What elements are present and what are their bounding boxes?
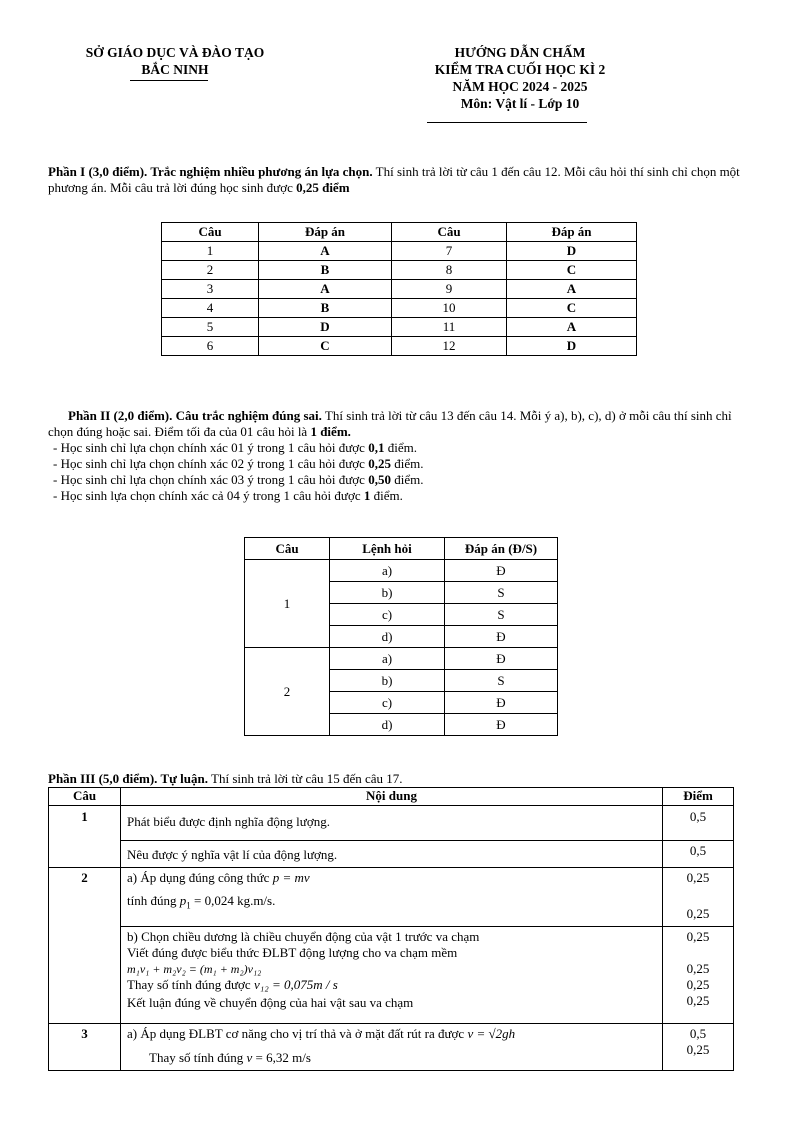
answer-cell: Đ bbox=[445, 560, 558, 582]
answer-cell: A bbox=[507, 280, 637, 299]
table-row bbox=[162, 280, 637, 299]
rule-text: điểm. bbox=[384, 440, 417, 455]
table-row bbox=[49, 868, 734, 927]
cmd-cell: b) bbox=[330, 670, 445, 692]
part2-title: Phần II (2,0 điểm). Câu trắc nghiệm đúng sai. bbox=[68, 408, 322, 423]
score-cell bbox=[663, 927, 734, 1024]
table-row bbox=[49, 1024, 734, 1071]
table-row bbox=[49, 841, 734, 868]
content-cell bbox=[121, 1024, 663, 1071]
part3-intro bbox=[48, 771, 753, 787]
part2-text: Thí sinh trả lời từ câu 13 đến câu 14. Mỗi ý a), b), c), d) ở mỗi câu thí sinh chỉ chọn đúng hoặc sai. Điểm tối đa của 01 câu hỏi là bbox=[48, 408, 732, 439]
score-value: 0,5 bbox=[689, 1026, 707, 1041]
table-row bbox=[245, 648, 558, 670]
question-number: 7 bbox=[392, 242, 507, 261]
content-text: b) Chọn chiều dương là chiều chuyển động của vật 1 trước va chạm bbox=[127, 929, 480, 944]
part1-text: Thí sinh trả lời từ câu 1 đến câu 12. Mỗi câu hỏi thí sinh chỉ chọn một phương án. Mỗi câu trả lời đúng học sinh được bbox=[48, 164, 740, 195]
part1-title: Phần I (3,0 điểm). Trắc nghiệm nhiều phương án lựa chọn. bbox=[48, 164, 373, 179]
answer-cell: Đ bbox=[445, 648, 558, 670]
question-number: 1 bbox=[49, 806, 121, 868]
formula: v₁₂ = 0,075m / s bbox=[253, 977, 338, 992]
answer-cell: Đ bbox=[445, 714, 558, 736]
table-row bbox=[245, 560, 558, 582]
title-line3: NĂM HỌC 2024 - 2025 bbox=[452, 79, 588, 94]
question-number: 3 bbox=[162, 280, 259, 299]
table-row bbox=[162, 242, 637, 261]
content-cell bbox=[121, 927, 663, 1024]
question-number: 5 bbox=[162, 318, 259, 337]
answer-cell: A bbox=[259, 280, 392, 299]
rule-text: điểm. bbox=[370, 488, 403, 503]
score-cell bbox=[663, 1024, 734, 1071]
answer-cell: D bbox=[507, 242, 637, 261]
scoring-rule bbox=[53, 456, 758, 472]
question-number: 1 bbox=[162, 242, 259, 261]
rule-text: - Học sinh chỉ lựa chọn chính xác 02 ý trong 1 câu hỏi được bbox=[53, 456, 369, 471]
formula: v = √2gh bbox=[467, 1026, 516, 1041]
answer-cell: A bbox=[507, 318, 637, 337]
rule-text: - Học sinh lựa chọn chính xác cả 04 ý trong 1 câu hỏi được bbox=[53, 488, 364, 503]
dept-line2: BẮC NINH bbox=[141, 62, 209, 77]
answer-cell: C bbox=[259, 337, 392, 356]
table-row bbox=[162, 261, 637, 280]
part3-title: Phần III (5,0 điểm). Tự luận. bbox=[48, 771, 208, 786]
part1-intro bbox=[48, 164, 753, 196]
answer-cell: D bbox=[507, 337, 637, 356]
title-line1: HƯỚNG DẪN CHẤM bbox=[454, 45, 586, 60]
rule-text: điểm. bbox=[390, 456, 424, 471]
content-text: = 0,024 kg.m/s. bbox=[190, 893, 276, 908]
col-header-q: Câu bbox=[392, 223, 507, 242]
question-number: 11 bbox=[392, 318, 507, 337]
doc-title bbox=[390, 44, 650, 112]
cmd-cell: a) bbox=[330, 560, 445, 582]
scoring-rule bbox=[53, 488, 758, 504]
question-number: 2 bbox=[49, 868, 121, 1024]
score-value: 0,25 bbox=[686, 977, 710, 992]
rule-text: 1 bbox=[363, 488, 371, 503]
col-header-q: Câu bbox=[162, 223, 259, 242]
formula: p = mv bbox=[272, 870, 310, 885]
answer-cell: A bbox=[259, 242, 392, 261]
content-text: = 6,32 m/s bbox=[252, 1050, 311, 1065]
score-value: 0,25 bbox=[686, 961, 710, 976]
answer-cell: Đ bbox=[445, 692, 558, 714]
question-number: 2 bbox=[245, 648, 330, 736]
answer-cell: C bbox=[507, 261, 637, 280]
part2-intro bbox=[48, 408, 758, 504]
answer-cell: B bbox=[259, 261, 392, 280]
table-row bbox=[49, 927, 734, 1024]
question-number: 2 bbox=[162, 261, 259, 280]
content-text: Thay số tính đúng bbox=[149, 1050, 247, 1065]
col-header-ans: Đáp án (Đ/S) bbox=[445, 538, 558, 560]
cmd-cell: c) bbox=[330, 692, 445, 714]
score-cell: 0,5 bbox=[663, 806, 734, 841]
variable: v bbox=[246, 1050, 253, 1065]
content-text: Kết luận đúng về chuyển động của hai vật sau va chạm bbox=[127, 995, 414, 1010]
content-text: Viết đúng được biểu thức ĐLBT động lượng cho va chạm mềm bbox=[127, 945, 458, 960]
answer-cell: S bbox=[445, 604, 558, 626]
part3-rubric-table bbox=[48, 787, 734, 1071]
content-text: a) Áp dụng ĐLBT cơ năng cho vị trí thả và ở mặt đất rút ra được bbox=[127, 1026, 468, 1041]
question-number: 6 bbox=[162, 337, 259, 356]
dept-underline bbox=[130, 80, 208, 81]
part1-answer-table bbox=[161, 222, 637, 356]
col-header-content: Nội dung bbox=[121, 788, 663, 806]
score-cell bbox=[663, 868, 734, 927]
question-number: 10 bbox=[392, 299, 507, 318]
content-cell bbox=[121, 806, 663, 841]
title-line2: KIỂM TRA CUỐI HỌC KÌ 2 bbox=[434, 62, 606, 77]
score-value: 0,25 bbox=[686, 993, 710, 1008]
answer-cell: S bbox=[445, 582, 558, 604]
subscript: 1 bbox=[186, 900, 191, 911]
scoring-rule bbox=[53, 440, 758, 456]
table-row bbox=[162, 299, 637, 318]
dept-name bbox=[40, 44, 310, 78]
dept-line1: SỞ GIÁO DỤC VÀ ĐÀO TẠO bbox=[85, 45, 265, 60]
scoring-rule bbox=[53, 472, 758, 488]
rule-text: 0,1 bbox=[368, 440, 385, 455]
cmd-cell: a) bbox=[330, 648, 445, 670]
score-value: 0,25 bbox=[686, 1042, 710, 1057]
content-text: Nêu được ý nghĩa vật lí của động lượng. bbox=[127, 847, 338, 862]
question-number: 9 bbox=[392, 280, 507, 299]
col-header-a: Đáp án bbox=[507, 223, 637, 242]
cmd-cell: c) bbox=[330, 604, 445, 626]
table-row bbox=[49, 806, 734, 841]
subject-line: Môn: Vật lí - Lớp 10 bbox=[460, 96, 580, 111]
part2-text-bold: 1 điểm. bbox=[310, 424, 351, 439]
rule-text: 0,50 bbox=[368, 472, 391, 487]
rule-text: điểm. bbox=[390, 472, 424, 487]
col-header-q: Câu bbox=[49, 788, 121, 806]
answer-cell: S bbox=[445, 670, 558, 692]
content-cell bbox=[121, 841, 663, 868]
score-value: 0,25 bbox=[686, 929, 710, 944]
answer-cell: Đ bbox=[445, 626, 558, 648]
answer-cell: D bbox=[259, 318, 392, 337]
formula: m₁v₁ + m₂v₂ = (m₁ + m₂)v₁₂ bbox=[127, 962, 262, 976]
col-header-score: Điểm bbox=[663, 788, 734, 806]
col-header-a: Đáp án bbox=[259, 223, 392, 242]
cmd-cell: d) bbox=[330, 626, 445, 648]
part2-answer-table bbox=[244, 537, 558, 736]
cmd-cell: b) bbox=[330, 582, 445, 604]
cmd-cell: d) bbox=[330, 714, 445, 736]
score-value: 0,25 bbox=[686, 906, 710, 921]
question-number: 1 bbox=[245, 560, 330, 648]
score-cell: 0,5 bbox=[663, 841, 734, 868]
part3-text: Thí sinh trả lời từ câu 15 đến câu 17. bbox=[208, 771, 403, 786]
rule-text: - Học sinh chỉ lựa chọn chính xác 03 ý trong 1 câu hỏi được bbox=[53, 472, 369, 487]
col-header-cmd: Lệnh hỏi bbox=[330, 538, 445, 560]
answer-cell: B bbox=[259, 299, 392, 318]
table-row bbox=[162, 318, 637, 337]
rule-text: 0,25 bbox=[368, 456, 391, 471]
question-number: 3 bbox=[49, 1024, 121, 1071]
question-number: 12 bbox=[392, 337, 507, 356]
content-text: a) Áp dụng đúng công thức bbox=[127, 870, 273, 885]
score-value: 0,25 bbox=[686, 870, 710, 885]
question-number: 8 bbox=[392, 261, 507, 280]
part1-text-bold: 0,25 điểm bbox=[296, 180, 350, 195]
answer-cell: C bbox=[507, 299, 637, 318]
col-header-q: Câu bbox=[245, 538, 330, 560]
table-row bbox=[162, 337, 637, 356]
content-text: Thay số tính đúng được bbox=[127, 977, 254, 992]
question-number: 4 bbox=[162, 299, 259, 318]
variable: p bbox=[179, 893, 187, 908]
title-underline bbox=[427, 122, 587, 123]
scoring-rules bbox=[48, 440, 758, 504]
content-text: tính đúng bbox=[127, 893, 180, 908]
rule-text: - Học sinh chỉ lựa chọn chính xác 01 ý trong 1 câu hỏi được bbox=[53, 440, 369, 455]
content-text: Phát biểu được định nghĩa động lượng. bbox=[127, 814, 330, 829]
content-cell bbox=[121, 868, 663, 927]
